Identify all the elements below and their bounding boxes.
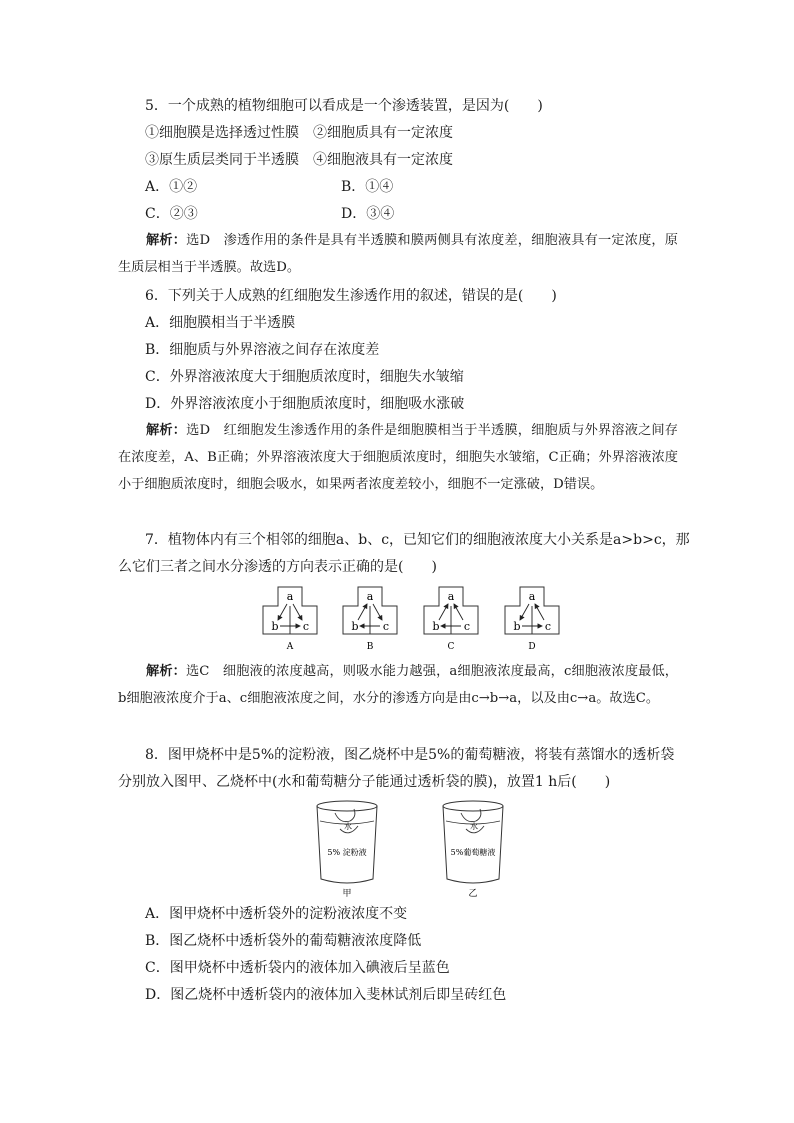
question-6-analysis bbox=[118, 417, 678, 498]
question-8-option-c: C．图甲烧杯中透析袋内的液体加入碘液后呈蓝色 bbox=[145, 960, 450, 976]
question-6-option-d: D．外界溶液浓度小于细胞质浓度时，细胞吸水涨破 bbox=[145, 396, 465, 412]
cell-c-label: c bbox=[544, 620, 552, 633]
panel-label-b: B bbox=[366, 642, 374, 652]
cell-c-label: c bbox=[382, 620, 390, 633]
starch-solution-label: 5% 淀粉液 bbox=[327, 848, 367, 857]
panel-label-d: D bbox=[528, 642, 536, 652]
panel-a bbox=[263, 587, 317, 652]
bag-water-label: 水 bbox=[470, 822, 478, 831]
question-5-stem: 5．一个成熟的植物细胞可以看成是一个渗透装置，是因为( ) bbox=[145, 98, 543, 114]
question-6-option-a: A．细胞膜相当于半透膜 bbox=[145, 315, 296, 331]
question-7-stem-line-1: 7．植物体内有三个相邻的细胞a、b、c，已知它们的细胞液浓度大小关系是a>b>c，那 bbox=[145, 532, 690, 548]
cell-b-label: b bbox=[513, 620, 521, 633]
beaker-yi bbox=[443, 801, 503, 899]
question-6-option-b: B．细胞质与外界溶液之间存在浓度差 bbox=[145, 342, 380, 358]
analysis-tag: 解析： bbox=[146, 233, 187, 248]
analysis-text: 选D 渗透作用的条件是具有半透膜和膜两侧具有浓度差，细胞液具有一定浓度，原生质层相当于半透膜。故选D。 bbox=[118, 233, 678, 275]
question-5-option-d: D．③④ bbox=[341, 206, 395, 222]
question-8-option-b: B．图乙烧杯中透析袋外的葡萄糖液浓度降低 bbox=[145, 933, 422, 949]
glucose-solution-label: 5%葡萄糖液 bbox=[450, 848, 496, 857]
cell-a-label: a bbox=[528, 590, 536, 603]
beaker-jia-label: 甲 bbox=[342, 889, 352, 899]
question-6-stem: 6．下列关于人成熟的红细胞发生渗透作用的叙述，错误的是( ) bbox=[145, 288, 557, 304]
question-8-stem-line-1: 8．图甲烧杯中是5%的淀粉液，图乙烧杯中是5%的葡萄糖液，将装有蒸馏水的透析袋 bbox=[145, 747, 675, 763]
panel-b bbox=[343, 587, 397, 652]
question-5-analysis bbox=[118, 227, 678, 281]
question-8-option-a: A．图甲烧杯中透析袋外的淀粉液浓度不变 bbox=[145, 906, 408, 922]
question-5-option-a: A．①② bbox=[145, 179, 198, 195]
question-5-option-b: B．①④ bbox=[341, 179, 394, 195]
cell-a-label: a bbox=[447, 590, 455, 603]
cell-c-label: c bbox=[463, 620, 471, 633]
analysis-text: 选D 红细胞发生渗透作用的条件是细胞膜相当于半透膜，细胞质与外界溶液之间存在浓度差，A、B正确；外界溶液浓度大于细胞质浓度时，细胞失水皱缩，C正确；外界溶液浓度小于细胞质浓度时，细胞会吸水，如果两者浓度差较小，细胞不一定涨破，D错误。 bbox=[118, 423, 678, 492]
cell-b-label: b bbox=[432, 620, 440, 633]
question-5-item-line-2: ③原生质层类同于半透膜 ④细胞液具有一定浓度 bbox=[145, 152, 453, 168]
question-8-stem-line-2: 分别放入图甲、乙烧杯中(水和葡萄糖分子能通过透析袋的膜)，放置1 h后( ) bbox=[118, 774, 611, 790]
analysis-text: 选C 细胞液的浓度越高，则吸水能力越强，a细胞液浓度最高，c细胞液浓度最低，b细胞液浓度介于a、c细胞液浓度之间，水分的渗透方向是由c→b→a，以及由c→a。故选C。 bbox=[118, 664, 678, 706]
question-5-item-line-1: ①细胞膜是选择透过性膜 ②细胞质具有一定浓度 bbox=[145, 125, 453, 141]
cell-c-label: c bbox=[302, 620, 310, 633]
question-5-option-c: C．②③ bbox=[145, 206, 198, 222]
bag-water-label: 水 bbox=[344, 822, 352, 831]
cell-b-label: b bbox=[351, 620, 359, 633]
panel-label-c: C bbox=[447, 642, 455, 652]
cell-b-label: b bbox=[271, 620, 279, 633]
cell-a-label: a bbox=[366, 590, 374, 603]
panel-c bbox=[424, 587, 478, 652]
cell-a-label: a bbox=[286, 590, 294, 603]
question-6-option-c: C．外界溶液浓度大于细胞质浓度时，细胞失水皱缩 bbox=[145, 369, 464, 385]
analysis-tag: 解析： bbox=[146, 664, 186, 679]
question-8-option-d: D．图乙烧杯中透析袋内的液体加入斐林试剂后即呈砖红色 bbox=[145, 987, 507, 1003]
analysis-tag: 解析： bbox=[146, 423, 187, 438]
cell-osmosis-diagram bbox=[260, 584, 552, 654]
question-7-stem-line-2: 么它们三者之间水分渗透的方向表示正确的是( ) bbox=[118, 559, 437, 575]
beaker-jia bbox=[317, 801, 377, 899]
panel-label-a: A bbox=[286, 642, 294, 652]
beaker-experiment-figure bbox=[300, 797, 530, 899]
panel-d bbox=[505, 587, 559, 652]
beaker-yi-label: 乙 bbox=[468, 889, 478, 899]
question-7-analysis bbox=[118, 658, 678, 712]
